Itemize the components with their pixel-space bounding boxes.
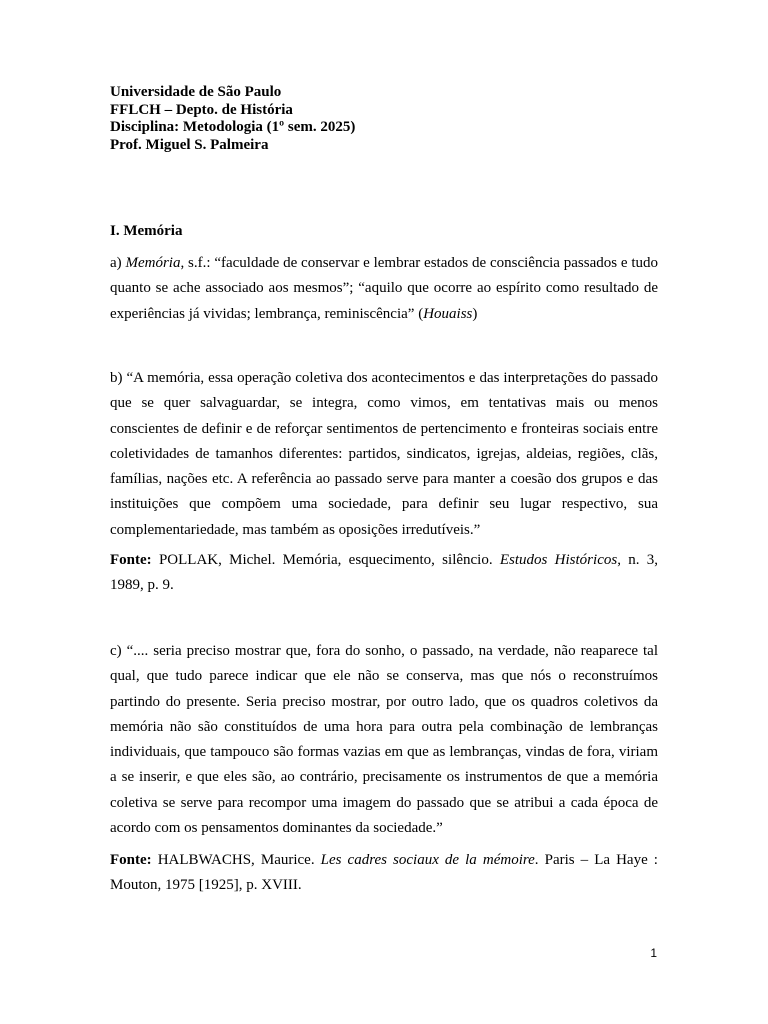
item-a-close: ) <box>472 305 478 322</box>
item-c-source-rest: . Paris – La Haye : Mouton, 1975 [1925], p. XVIII. <box>110 852 658 894</box>
item-a-term: Memória <box>125 255 181 271</box>
item-c-source-author: HALBWACHS, Maurice. <box>151 852 321 868</box>
header-department: FFLCH – Depto. de História <box>110 101 293 118</box>
item-b-source-author: POLLAK, Michel. Memória, esquecimento, silêncio. <box>151 552 500 568</box>
item-a-paragraph <box>110 251 658 327</box>
item-c-source-label: Fonte: <box>110 852 152 868</box>
item-c-quote: c) “.... seria preciso mostrar que, fora do sonho, o passado, na verdade, não reaparece tal qual, que tudo parece indicar que ele não se conserva, mas que nós o reconstruímos partindo do presente. Seria preciso mostrar, por outro lado, que os quadros coletivos da memória não são constituídos de uma hora para outra pela combinação de lembranças individuais, que tampouco são formas vazias em que as lembranças, vindas de fora, viriam a se inserir, e que eles são, ao contrário, precisamente os instrumentos de que a memória coletiva se serve para recompor uma imagem do passado que se atribui a cada época de acordo com os pensamentos dominantes da sociedade.” <box>110 643 658 837</box>
item-b-source-label: Fonte: <box>110 552 152 568</box>
header-university: Universidade de São Paulo <box>110 84 282 100</box>
document-header <box>110 84 658 154</box>
header-professor: Prof. Miguel S. Palmeira <box>110 136 269 153</box>
item-b-source-rest: , n. 3, 1989, p. 9. <box>110 552 659 594</box>
item-b-source <box>110 548 658 599</box>
section-title: I. Memória <box>110 223 183 239</box>
item-a-text: , s.f.: “faculdade de conservar e lembrar estados de consciência passados e tudo quanto se ache associado aos mesmos”; “aquilo que ocorre ao espírito como resultado de experiências já vividas; lembrança, reminiscência” ( <box>110 255 659 322</box>
item-a-source-title: Houaiss <box>423 305 473 322</box>
item-a-prefix: a) <box>110 255 126 271</box>
item-c-source-title: Les cadres sociaux de la mémoire <box>320 852 535 868</box>
item-b-quote: b) “A memória, essa operação coletiva dos acontecimentos e das interpretações do passado que se quer salvaguardar, se integra, como vimos, em tentativas mais ou menos conscientes de definir e de reforçar sentimentos de pertencimento e fronteiras sociais entre coletividades de tamanhos diferentes: partidos, sindicatos, igrejas, aldeias, regiões, clãs, famílias, nações etc. A referência ao passado serve para manter a coesão dos grupos e das instituições que compõem uma sociedade, para definir seu lugar respectivo, sua complementariedade, mas também as oposições irredutíveis.” <box>110 370 658 538</box>
item-c-source <box>110 848 658 899</box>
header-course: Disciplina: Metodologia (1º sem. 2025) <box>110 119 356 135</box>
page-number: 1 <box>650 946 657 960</box>
item-b-source-title: Estudos Históricos <box>499 552 618 568</box>
